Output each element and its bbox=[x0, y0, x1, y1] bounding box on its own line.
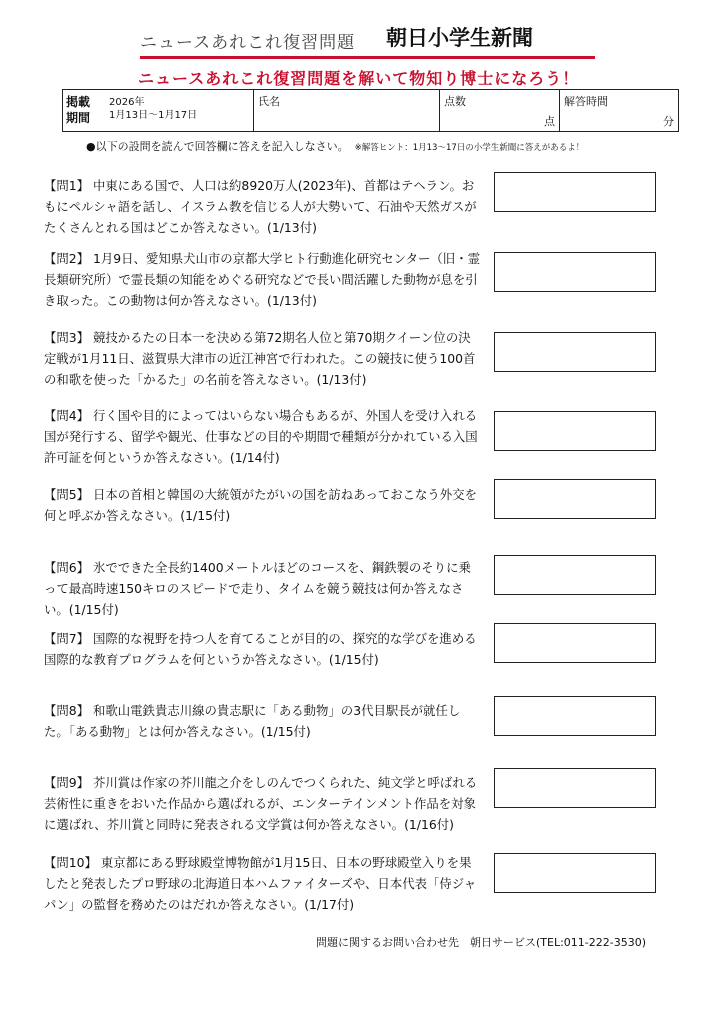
instruction bbox=[86, 138, 584, 154]
question-2: 【問2】 1月9日、愛知県犬山市の京都大学ヒト行動進化研究センター（旧・霊長類研究所）で霊長類の知能をめぐる研究などで長い間活躍した動物が息を引き取った。この動物は何か答えなさい。(1/13付) bbox=[44, 251, 480, 308]
publication-cell bbox=[63, 90, 253, 131]
info-table bbox=[62, 89, 679, 132]
answer-box-7[interactable] bbox=[494, 623, 656, 663]
instruction-text: ●以下の設問を読んで回答欄に答えを記入しなさい。 bbox=[86, 140, 349, 153]
time-field[interactable] bbox=[559, 90, 678, 131]
publication-range: 1月13日～1月17日 bbox=[109, 110, 198, 121]
answer-box-9[interactable] bbox=[494, 768, 656, 808]
answer-box-2[interactable] bbox=[494, 252, 656, 292]
answer-box-4[interactable] bbox=[494, 411, 656, 451]
contact-footer: 問題に関するお問い合わせ先 朝日サービス(TEL:011-222-3530) bbox=[316, 936, 647, 949]
answer-box-8[interactable] bbox=[494, 696, 656, 736]
tagline: ニュースあれこれ復習問題を解いて物知り博士になろう！ bbox=[138, 69, 580, 88]
publication-year: 2026年 bbox=[109, 97, 145, 108]
publication-label: 掲載期間 bbox=[66, 95, 91, 125]
question-7: 【問7】 国際的な視野を持つ人を育てることが目的の、探究的な学びを進める国際的な教育プログラムを何というか答えなさい。(1/15付) bbox=[44, 631, 477, 667]
newspaper-logo: 朝日小学生新聞 bbox=[386, 26, 533, 50]
question-9: 【問9】 芥川賞は作家の芥川龍之介をしのんでつくられた、純文学と呼ばれる芸術性に重きをおいた作品から選ばれるが、エンターテインメント作品を対象に選ばれ、芥川賞と同時に発表される文学賞は何か答えなさい。(1/16付) bbox=[44, 775, 478, 832]
answer-box-1[interactable] bbox=[494, 172, 656, 212]
question-1: 【問1】 中東にある国で、人口は約8920万人(2023年)、首都はテヘラン。おもにペルシャ語を話し、イスラム教を信じる人が大勢いて、石油や天然ガスがたくさんとれる国はどこか答えなさい。(1/13付) bbox=[44, 178, 477, 235]
question-6: 【問6】 氷でできた全長約1400メートルほどのコースを、鋼鉄製のそりに乗って最高時速150キロのスピードで走り、タイムを競う競技は何か答えなさい。(1/15付) bbox=[44, 560, 471, 617]
answer-box-5[interactable] bbox=[494, 479, 656, 519]
question-4: 【問4】 行く国や目的によってはいらない場合もあるが、外国人を受け入れる国が発行する、留学や観光、仕事などの目的や期間で種類が分かれている入国許可証を何というか答えなさい。(1/14付) bbox=[44, 408, 478, 465]
publication-period bbox=[109, 96, 197, 122]
answer-box-10[interactable] bbox=[494, 853, 656, 893]
question-10: 【問10】 東京都にある野球殿堂博物館が1月15日、日本の野球殿堂入りを果したと発表したプロ野球の北海道日本ハムファイターズや、日本代表「侍ジャパン」の監督を務めたのはだれか答えなさい。(1/17付) bbox=[44, 855, 477, 912]
name-field[interactable] bbox=[253, 90, 439, 131]
name-label: 氏名 bbox=[258, 95, 280, 108]
score-label: 点数 bbox=[444, 95, 466, 108]
question-5: 【問5】 日本の首相と韓国の大統領がたがいの国を訪ねあっておこなう外交を何と呼ぶか答えなさい。(1/15付) bbox=[44, 487, 477, 523]
question-3: 【問3】 競技かるたの日本一を決める第72期名人位と第70期クイーン位の決定戦が1月11日、滋賀県大津市の近江神宮で行われた。この競技に使う100首の和歌を使った「かるた」の名前を答えなさい。(1/13付) bbox=[44, 330, 476, 387]
time-label: 解答時間 bbox=[564, 95, 608, 108]
score-field[interactable] bbox=[439, 90, 559, 131]
score-unit: 点 bbox=[544, 115, 555, 128]
time-unit: 分 bbox=[663, 115, 674, 128]
header-divider bbox=[140, 56, 595, 59]
question-8: 【問8】 和歌山電鉄貴志川線の貴志駅に「ある動物」の3代目駅長が就任した。「ある動物」とは何か答えなさい。(1/15付) bbox=[44, 703, 461, 739]
instruction-hint: ※解答ヒント：1月13～17日の小学生新聞に答えがあるよ！ bbox=[354, 143, 585, 153]
header bbox=[140, 22, 600, 62]
answer-box-6[interactable] bbox=[494, 555, 656, 595]
answer-box-3[interactable] bbox=[494, 332, 656, 372]
header-subtitle: ニュースあれこれ復習問題 bbox=[140, 33, 356, 53]
